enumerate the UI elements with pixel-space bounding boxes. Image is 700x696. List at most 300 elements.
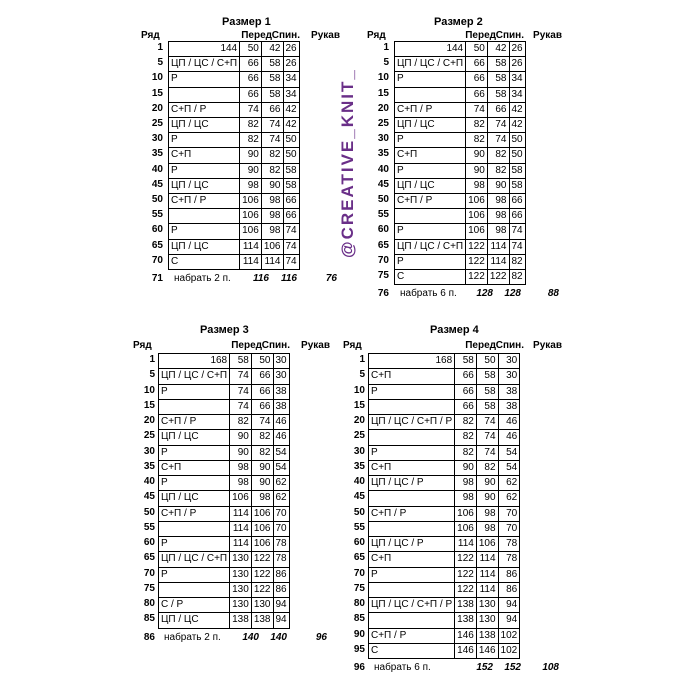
front-cell: 66 (466, 72, 488, 87)
size-table (168, 41, 300, 270)
front-cell: 82 (466, 118, 488, 133)
note-cell: ЦП / ЦС / С+П / Р (369, 415, 455, 430)
row-number: 40 (151, 163, 163, 175)
front-cell: 66 (466, 57, 488, 72)
table-row (159, 460, 290, 475)
footer-text: набрать 2 п. (164, 631, 221, 643)
sleeve-cell: 38 (273, 384, 289, 399)
back-cell: 130 (476, 598, 498, 613)
note-cell (159, 399, 230, 414)
table-row (395, 163, 526, 178)
row-number: 65 (143, 552, 155, 564)
sleeve-cell: 38 (498, 384, 520, 399)
note-cell (159, 521, 230, 536)
column-header-front: Перед (465, 340, 496, 351)
sleeve-cell: 70 (273, 506, 289, 521)
note-cell: С+П / Р (169, 102, 240, 117)
front-cell: 66 (455, 369, 477, 384)
table-row (369, 460, 520, 475)
row-number: 70 (151, 254, 163, 266)
sleeve-cell: 62 (273, 476, 289, 491)
front-cell: 66 (455, 384, 477, 399)
sleeve-cell: 94 (498, 613, 520, 628)
back-cell: 74 (261, 133, 283, 148)
table-row (159, 384, 290, 399)
note-cell: Р (169, 133, 240, 148)
footer-sleeve: 88 (547, 288, 559, 300)
note-cell: ЦП / ЦС / С+П (395, 239, 466, 254)
note-cell (369, 582, 455, 597)
row-number: 55 (377, 209, 389, 221)
row-number: 80 (143, 598, 155, 609)
row-number: 65 (377, 239, 389, 251)
back-cell: 138 (476, 628, 498, 643)
table-row (169, 209, 300, 224)
row-number: 60 (377, 224, 389, 236)
sleeve-cell: 86 (498, 567, 520, 582)
table-row (169, 133, 300, 148)
table-row (395, 133, 526, 148)
back-cell: 90 (476, 491, 498, 506)
note-cell (395, 87, 466, 102)
note-cell: ЦП / ЦС / С+П / Р (369, 598, 455, 613)
note-cell: ЦП / ЦС (169, 178, 240, 193)
back-cell: 90 (251, 460, 273, 475)
row-number: 10 (377, 72, 389, 84)
row-number: 55 (143, 521, 155, 533)
table-row (159, 567, 290, 582)
footer-front: 116 (253, 273, 269, 284)
row-number: 20 (151, 102, 163, 114)
table-row (395, 209, 526, 224)
row-number: 1 (149, 354, 155, 365)
table-row (159, 598, 290, 613)
sleeve-cell: 46 (498, 430, 520, 445)
row-number: 45 (353, 491, 365, 503)
front-cell: 66 (240, 57, 262, 72)
back-cell: 74 (487, 118, 509, 133)
sleeve-cell: 94 (273, 613, 289, 628)
front-cell: 74 (240, 102, 262, 117)
row-number: 20 (377, 102, 389, 114)
note-cell: Р (395, 133, 466, 148)
row-number: 5 (359, 369, 365, 381)
sleeve-cell: 94 (498, 598, 520, 613)
column-header-front: Перед (241, 30, 272, 41)
back-cell: 42 (261, 42, 283, 57)
row-number: 75 (143, 582, 155, 594)
back-cell: 98 (261, 194, 283, 209)
sleeve-cell: 58 (509, 163, 525, 178)
sleeve-cell: 34 (283, 72, 299, 87)
front-cell: 130 (230, 582, 252, 597)
sleeve-cell: 86 (498, 582, 520, 597)
back-cell: 122 (251, 582, 273, 597)
row-number: 25 (151, 118, 163, 129)
sleeve-cell: 30 (273, 369, 289, 384)
sleeve-cell: 50 (283, 133, 299, 148)
front-cell: 66 (466, 87, 488, 102)
back-cell: 66 (251, 384, 273, 399)
column-header-back: Спин. (271, 30, 300, 41)
back-cell: 82 (487, 163, 509, 178)
footer-back: 116 (281, 273, 297, 284)
row-number: 70 (353, 567, 365, 579)
sleeve-cell: 58 (283, 163, 299, 178)
note-cell: ЦП / ЦС / С+П (159, 369, 230, 384)
sleeve-cell: 30 (273, 354, 289, 369)
front-cell: 90 (230, 430, 252, 445)
table-row (369, 521, 520, 536)
size-table (158, 353, 290, 629)
table-row (369, 537, 520, 552)
row-number: 40 (377, 163, 389, 175)
front-cell: 106 (230, 491, 252, 506)
sleeve-cell: 78 (498, 537, 520, 552)
note-cell: ЦП / ЦС / С+П (395, 57, 466, 72)
footer-sleeve: 96 (315, 631, 327, 643)
sleeve-cell: 42 (283, 118, 299, 133)
note-cell: С+П / Р (395, 194, 466, 209)
sleeve-cell: 94 (273, 598, 289, 613)
sleeve-cell: 86 (273, 567, 289, 582)
footer-front: 128 (476, 288, 493, 300)
front-cell: 90 (455, 460, 477, 475)
row-number: 25 (353, 430, 365, 442)
sleeve-cell: 102 (498, 628, 520, 643)
note-cell: Р (395, 163, 466, 178)
table-row (369, 491, 520, 506)
back-cell: 82 (261, 148, 283, 163)
row-number: 65 (353, 552, 365, 564)
back-cell: 50 (251, 354, 273, 369)
row-number: 10 (151, 72, 163, 84)
front-cell: 90 (240, 148, 262, 163)
front-cell: 74 (230, 384, 252, 399)
back-cell: 66 (251, 399, 273, 414)
table-row (169, 57, 300, 72)
sleeve-cell: 54 (273, 460, 289, 475)
back-cell: 114 (487, 239, 509, 254)
row-number: 85 (353, 613, 365, 625)
note-cell: С+П (395, 148, 466, 163)
table-row (169, 194, 300, 209)
note-cell: 168 (369, 354, 455, 369)
table-row (159, 506, 290, 521)
column-header-sleeve: Рукав (301, 340, 330, 351)
table-row (369, 476, 520, 491)
note-cell: 144 (395, 42, 466, 57)
back-cell: 122 (487, 270, 509, 285)
row-number: 30 (151, 133, 163, 145)
back-cell: 58 (261, 72, 283, 87)
column-header-back: Спин. (495, 30, 524, 41)
row-number: 55 (151, 209, 163, 221)
front-cell: 66 (455, 399, 477, 414)
note-cell (369, 430, 455, 445)
back-cell: 106 (251, 506, 273, 521)
front-cell: 106 (466, 209, 488, 224)
table-row (395, 102, 526, 117)
note-cell: С+П (369, 460, 455, 475)
note-cell: С+П / Р (395, 102, 466, 117)
sleeve-cell: 54 (498, 460, 520, 475)
front-cell: 146 (455, 643, 477, 658)
front-cell: 106 (240, 224, 262, 239)
row-number: 45 (143, 491, 155, 503)
back-cell: 50 (476, 354, 498, 369)
table-row (395, 72, 526, 87)
row-number: 65 (151, 239, 163, 251)
front-cell: 138 (230, 613, 252, 628)
back-cell: 114 (476, 582, 498, 597)
front-cell: 122 (466, 254, 488, 269)
sleeve-cell: 26 (283, 42, 299, 57)
front-cell: 106 (240, 194, 262, 209)
note-cell: Р (369, 445, 455, 460)
row-number: 1 (359, 354, 365, 365)
back-cell: 90 (251, 476, 273, 491)
note-cell: ЦП / ЦС (159, 430, 230, 445)
note-cell: С (369, 643, 455, 658)
size-title: Размер 4 (430, 324, 479, 336)
front-cell: 50 (240, 42, 262, 57)
front-cell: 82 (455, 415, 477, 430)
sleeve-cell: 74 (509, 239, 525, 254)
back-cell: 114 (476, 552, 498, 567)
column-header-row: Ряд (133, 340, 152, 351)
note-cell (395, 209, 466, 224)
table-row (169, 72, 300, 87)
front-cell: 66 (240, 72, 262, 87)
table-row (169, 254, 300, 269)
sleeve-cell: 78 (498, 552, 520, 567)
note-cell: С+П / Р (369, 628, 455, 643)
table-row (169, 178, 300, 193)
row-number: 90 (353, 628, 365, 640)
front-cell: 74 (230, 399, 252, 414)
row-number: 95 (353, 643, 365, 655)
row-number: 30 (143, 445, 155, 457)
note-cell: С+П / Р (159, 506, 230, 521)
sleeve-cell: 50 (509, 133, 525, 148)
note-cell: ЦП / ЦС / С+П (169, 57, 240, 72)
table-row (395, 224, 526, 239)
back-cell: 74 (251, 415, 273, 430)
sleeve-cell: 102 (498, 643, 520, 658)
column-header-back: Спин. (495, 340, 524, 351)
front-cell: 138 (455, 598, 477, 613)
back-cell: 138 (251, 613, 273, 628)
table-row (159, 552, 290, 567)
row-number: 45 (377, 178, 389, 190)
note-cell (369, 491, 455, 506)
note-cell: Р (159, 537, 230, 552)
sleeve-cell: 66 (283, 194, 299, 209)
table-row (369, 415, 520, 430)
front-cell: 90 (466, 148, 488, 163)
row-number: 10 (143, 384, 155, 396)
table-row (169, 239, 300, 254)
sleeve-cell: 34 (509, 87, 525, 102)
size-table (394, 41, 526, 285)
front-cell: 98 (230, 476, 252, 491)
note-cell: Р (159, 384, 230, 399)
column-header-sleeve: Рукав (533, 30, 562, 41)
table-row (369, 384, 520, 399)
back-cell: 90 (487, 178, 509, 193)
back-cell: 82 (261, 163, 283, 178)
back-cell: 98 (487, 224, 509, 239)
column-header-front: Перед (465, 30, 496, 41)
back-cell: 58 (476, 384, 498, 399)
column-header-row: Ряд (141, 30, 160, 41)
note-cell: Р (159, 476, 230, 491)
sleeve-cell: 50 (509, 148, 525, 163)
row-number: 15 (143, 399, 155, 411)
back-cell: 106 (476, 537, 498, 552)
table-row (395, 148, 526, 163)
sleeve-cell: 78 (273, 552, 289, 567)
note-cell: ЦП / ЦС (169, 118, 240, 133)
table-row (395, 254, 526, 269)
row-number: 5 (383, 57, 389, 69)
table-row (169, 148, 300, 163)
front-cell: 74 (466, 102, 488, 117)
row-number: 75 (377, 270, 389, 281)
row-number: 25 (143, 430, 155, 442)
note-cell: С+П (159, 460, 230, 475)
front-cell: 74 (230, 369, 252, 384)
table-row (159, 430, 290, 445)
note-cell: 144 (169, 42, 240, 57)
back-cell: 98 (261, 224, 283, 239)
back-cell: 122 (251, 567, 273, 582)
table-row (369, 582, 520, 597)
note-cell: ЦП / ЦС / Р (369, 537, 455, 552)
sleeve-cell: 78 (273, 537, 289, 552)
table-row (395, 87, 526, 102)
table-row (395, 57, 526, 72)
back-cell: 98 (251, 491, 273, 506)
sleeve-cell: 26 (283, 57, 299, 72)
sleeve-cell: 74 (283, 254, 299, 269)
note-cell: ЦП / ЦС (159, 613, 230, 628)
sleeve-cell: 34 (283, 87, 299, 102)
front-cell: 82 (455, 445, 477, 460)
front-cell: 98 (240, 178, 262, 193)
front-cell: 106 (455, 506, 477, 521)
front-cell: 82 (240, 133, 262, 148)
note-cell: Р (169, 224, 240, 239)
note-cell: Р (169, 163, 240, 178)
row-number: 15 (377, 87, 389, 99)
table-row (159, 445, 290, 460)
note-cell (169, 87, 240, 102)
row-number: 30 (377, 133, 389, 145)
back-cell: 90 (261, 178, 283, 193)
back-cell: 130 (251, 598, 273, 613)
front-cell: 138 (455, 613, 477, 628)
table-row (369, 567, 520, 582)
sleeve-cell: 62 (498, 491, 520, 506)
sleeve-cell: 26 (509, 57, 525, 72)
front-cell: 114 (455, 537, 477, 552)
row-number: 50 (143, 506, 155, 518)
row-number: 50 (151, 194, 163, 205)
sleeve-cell: 62 (498, 476, 520, 491)
back-cell: 106 (251, 521, 273, 536)
note-cell: Р (169, 72, 240, 87)
table-row (369, 369, 520, 384)
table-row (169, 118, 300, 133)
sleeve-cell: 34 (509, 72, 525, 87)
table-row (159, 476, 290, 491)
sleeve-cell: 82 (509, 254, 525, 269)
sleeve-cell: 54 (498, 445, 520, 460)
row-number: 15 (151, 87, 163, 99)
footer-back: 128 (504, 288, 521, 300)
front-cell: 58 (455, 354, 477, 369)
row-number: 50 (353, 506, 365, 518)
note-cell: С+П (169, 148, 240, 163)
front-cell: 82 (240, 118, 262, 133)
sleeve-cell: 82 (509, 270, 525, 285)
table-row (159, 491, 290, 506)
row-number: 60 (151, 224, 163, 236)
sleeve-cell: 38 (273, 399, 289, 414)
note-cell: С+П (369, 552, 455, 567)
note-cell: Р (395, 72, 466, 87)
table-row (395, 194, 526, 209)
note-cell: ЦП / ЦС (169, 239, 240, 254)
front-cell: 114 (230, 506, 252, 521)
back-cell: 106 (251, 537, 273, 552)
table-row (159, 582, 290, 597)
front-cell: 114 (240, 239, 262, 254)
note-cell: С+П / Р (369, 506, 455, 521)
back-cell: 114 (261, 254, 283, 269)
row-number: 40 (353, 476, 365, 487)
note-cell: Р (395, 254, 466, 269)
table-row (369, 399, 520, 414)
back-cell: 66 (487, 102, 509, 117)
sleeve-cell: 70 (498, 506, 520, 521)
front-cell: 146 (455, 628, 477, 643)
back-cell: 114 (476, 567, 498, 582)
footer-sleeve: 76 (325, 273, 337, 284)
row-number: 35 (353, 460, 365, 472)
front-cell: 90 (240, 163, 262, 178)
back-cell: 74 (476, 445, 498, 460)
row-number: 30 (353, 445, 365, 457)
sleeve-cell: 30 (498, 354, 520, 369)
note-cell: Р (159, 567, 230, 582)
front-cell: 106 (455, 521, 477, 536)
front-cell: 90 (466, 163, 488, 178)
note-cell (369, 399, 455, 414)
note-cell: С (395, 270, 466, 285)
table-row (369, 613, 520, 628)
column-header-back: Спин. (261, 340, 290, 351)
row-number: 35 (377, 148, 389, 160)
sleeve-cell: 46 (498, 415, 520, 430)
note-cell (159, 582, 230, 597)
table-row (395, 42, 526, 57)
column-header-sleeve: Рукав (311, 30, 340, 41)
front-cell: 82 (455, 430, 477, 445)
row-number: 50 (377, 194, 389, 205)
